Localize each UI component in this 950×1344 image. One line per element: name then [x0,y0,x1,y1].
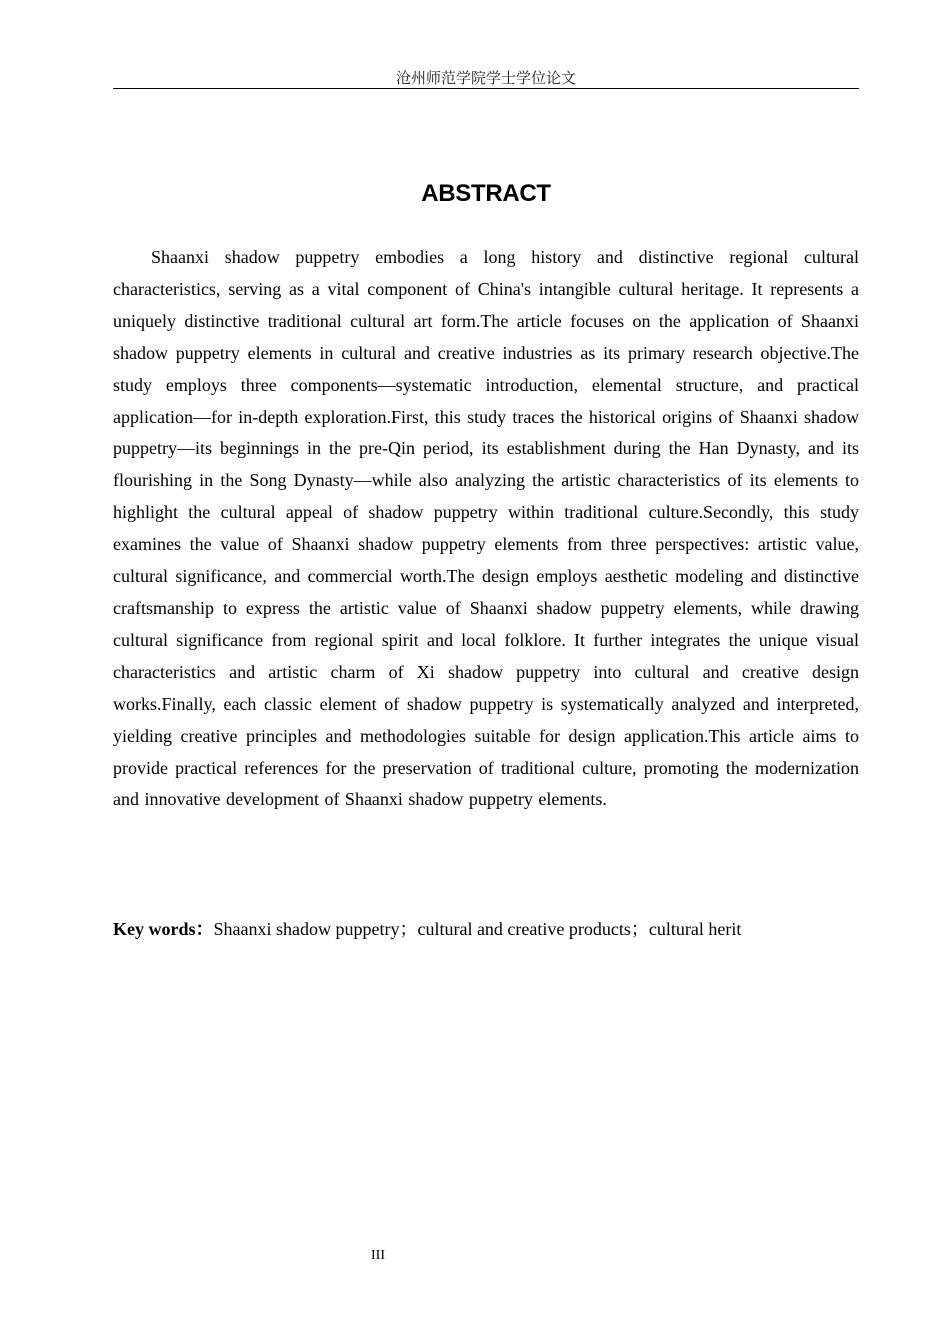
abstract-title: ABSTRACT [421,180,551,207]
keywords-line [113,914,859,944]
header-rule [113,88,859,89]
running-header: 沧州师范学院学士学位论文 [395,69,576,87]
keywords-value: Shaanxi shadow puppetry；cultural and creative products；cultural herit [213,919,742,939]
abstract-body: Shaanxi shadow puppetry embodies a long history and distinctive regional cultural characteristics, serving as a vital component of China's intangible cultural heritage. It represents a uniquely distinctive traditional cultural art form.The article focuses on the application of Shaanxi shadow puppetry elements in cultural and creative industries as its primary research objective.The study employs three components—systematic introduction, elemental structure, and practical application—for in-depth exploration.First, this study traces the historical origins of Shaanxi shadow puppetry—its beginnings in the pre-Qin period, its establishment during the Han Dynasty, and its flourishing in the Song Dynasty—while also analyzing the artistic characteristics of its elements to highlight the cultural appeal of shadow puppetry within traditional culture.Secondly, this study examines the value of Shaanxi shadow puppetry elements from three perspectives: artistic value, cultural significance, and commercial worth.The design employs aesthetic modeling and distinctive craftsmanship to express the artistic value of Shaanxi shadow puppetry elements, while drawing cultural significance from regional spirit and local folklore. It further integrates the unique visual characteristics and artistic charm of Xi shadow puppetry into cultural and creative design works.Finally, each classic element of shadow puppetry is systematically analyzed and interpreted, yielding creative principles and methodologies suitable for design application.This article aims to provide practical references for the preservation of traditional culture, promoting the modernization and innovative development of Shaanxi shadow puppetry elements. [113,247,859,810]
keywords-label: Key words： [113,919,214,939]
page-number: III [371,1248,385,1263]
